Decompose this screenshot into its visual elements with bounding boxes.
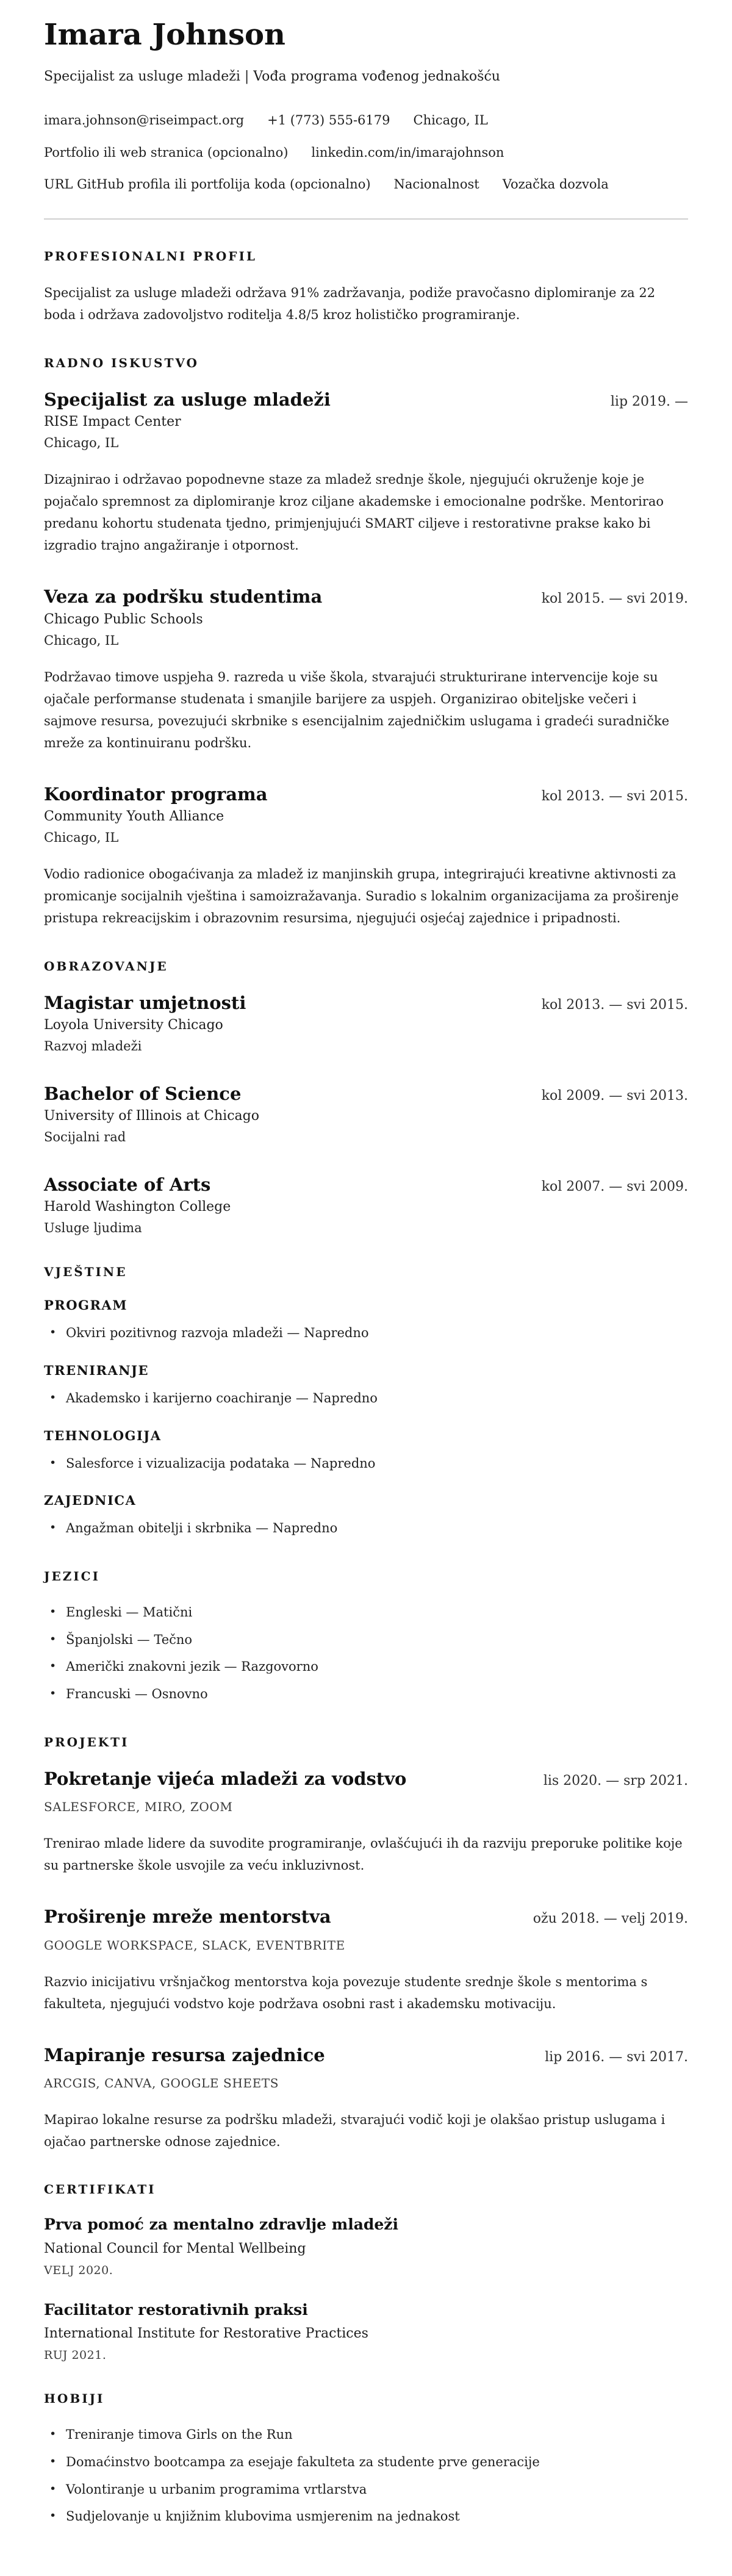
section-heading: VJEŠTINE — [44, 1265, 127, 1280]
certificate-entry — [44, 2300, 688, 2363]
degree-header — [44, 1083, 688, 1105]
section-heading: PROJEKTI — [44, 1734, 129, 1749]
skills-group — [44, 1493, 688, 1540]
job-location: Chicago, IL — [44, 830, 119, 845]
section-languages — [44, 1569, 688, 1706]
section-certificates — [44, 2182, 688, 2362]
degree-school: Harold Washington College — [44, 1199, 231, 1215]
language-item: • Američki znakovni jezik — Razgovorno — [44, 1656, 688, 1678]
education-entry — [44, 1174, 688, 1235]
skill-item: • Angažman obitelji i skrbnika — Napredno — [44, 1518, 688, 1540]
profile-summary: Specijalist za usluge mladeži održava 91% zadržavanja, podiže pravočasno diplomiranje za 22 boda i održava zadovoljstvo roditelja 4.8/5 kroz holističko programiranje. — [44, 285, 656, 323]
project-title: Mapiranje resursa zajednice — [44, 2044, 325, 2065]
section-heading: JEZICI — [44, 1569, 100, 1584]
certificate-date: RUJ 2021. — [44, 2348, 107, 2363]
skills-list — [44, 1453, 688, 1475]
project-title: Pokretanje vijeća mladeži za vodstvo — [44, 1768, 407, 1789]
certificate-date: VELJ 2020. — [44, 2263, 113, 2277]
project-tools: GOOGLE WORKSPACE, SLACK, EVENTBRITE — [44, 1937, 345, 1953]
degree-school: University of Illinois at Chicago — [44, 1108, 259, 1124]
skills-group — [44, 1297, 688, 1344]
section-education — [44, 959, 688, 1236]
resume-header — [44, 17, 688, 193]
job-dates: kol 2015. — svi 2019. — [541, 591, 688, 607]
skills-group-label: PROGRAM — [44, 1297, 127, 1313]
contact-github-label: URL GitHub profila ili portfolija koda (opcionalno) — [44, 177, 371, 192]
degree-dates: kol 2009. — svi 2013. — [541, 1088, 688, 1103]
skills-group — [44, 1363, 688, 1410]
project-description: Mapirao lokalne resurse za podršku mladeži, stvarajući vodič koji je olakšao pristup uslugama i ojačao partnerske odnose zajednice. — [44, 2112, 666, 2150]
project-title: Proširenje mreže mentorstva — [44, 1906, 331, 1928]
job-title: Specijalist za usluge mladeži — [44, 389, 331, 410]
degree-header — [44, 1174, 688, 1196]
education-entry — [44, 1083, 688, 1144]
language-item: • Engleski — Matični — [44, 1602, 688, 1624]
certificate-title: Facilitator restorativnih praksi — [44, 2300, 308, 2319]
skills-list — [44, 1518, 688, 1540]
skill-item: • Salesforce i vizualizacija podataka — Napredno — [44, 1453, 688, 1475]
skills-group-label: TEHNOLOGIJA — [44, 1427, 162, 1443]
section-skills — [44, 1265, 688, 1540]
person-headline: Specijalist za usluge mladeži | Vođa programa vođenog jednakošću — [44, 68, 500, 84]
contact-location: Chicago, IL — [413, 113, 488, 128]
project-entry — [44, 1906, 688, 2014]
project-dates: lis 2020. — srp 2021. — [543, 1773, 688, 1788]
job-company: RISE Impact Center — [44, 414, 181, 429]
certificate-title: Prva pomoć za mentalno zdravlje mladeži — [44, 2215, 398, 2234]
hobby-item: • Volontiranje u urbanim programima vrtlarstva — [44, 2479, 688, 2501]
certificate-issuer: National Council for Mental Wellbeing — [44, 2241, 306, 2256]
degree-dates: kol 2007. — svi 2009. — [541, 1179, 688, 1195]
experience-entry — [44, 586, 688, 754]
hobby-item: • Sudjelovanje u knjižnim klubovima usmjerenim na jednakost — [44, 2506, 688, 2528]
degree-title: Bachelor of Science — [44, 1083, 242, 1104]
skills-group-label: ZAJEDNICA — [44, 1493, 137, 1509]
skills-group-label: TRENIRANJE — [44, 1362, 149, 1378]
job-header — [44, 389, 688, 411]
hobby-item: • Treniranje timova Girls on the Run — [44, 2424, 688, 2446]
degree-header — [44, 992, 688, 1014]
project-header — [44, 2044, 688, 2066]
contact-phone: +1 (773) 555-6179 — [267, 113, 390, 128]
section-heading: PROFESIONALNI PROFIL — [44, 249, 257, 264]
degree-school: Loyola University Chicago — [44, 1017, 223, 1033]
contact-row-1 — [44, 112, 688, 129]
job-dates: kol 2013. — svi 2015. — [541, 788, 688, 804]
degree-field: Razvoj mladeži — [44, 1038, 142, 1053]
contact-linkedin: linkedin.com/in/imarajohnson — [311, 145, 504, 160]
skills-list — [44, 1322, 688, 1344]
education-entry — [44, 992, 688, 1053]
job-dates: lip 2019. — — [610, 393, 688, 409]
section-projects — [44, 1735, 688, 2153]
project-description: Trenirao mlade lidere da suvodite programiranje, ovlašćujući ih da razviju preporuke politike koje su partnerske škole usvojile za veću inkluzivnost. — [44, 1836, 683, 1873]
project-description: Razvio inicijativu vršnjačkog mentorstva koja povezuje studente srednje škole s mentorima s fakulteta, njegujući vodstvo koje podržava osobni rast i akademsku motivaciju. — [44, 1974, 648, 2011]
hobbies-list — [44, 2424, 688, 2528]
job-header — [44, 783, 688, 805]
skill-item: • Okviri pozitivnog razvoja mladeži — Napredno — [44, 1322, 688, 1344]
section-experience — [44, 356, 688, 930]
skills-list — [44, 1388, 688, 1410]
header-divider — [44, 218, 688, 220]
language-item: • Francuski — Osnovno — [44, 1684, 688, 1706]
section-heading: HOBIJI — [44, 2391, 105, 2406]
degree-field: Socijalni rad — [44, 1130, 126, 1145]
language-item: • Španjolski — Tečno — [44, 1629, 688, 1651]
job-company: Community Youth Alliance — [44, 809, 224, 825]
job-description: Vodio radionice obogaćivanja za mladež iz manjinskih grupa, integrirajući kreativne aktivnosti za promicanje socijalnih vještina i samoizražavanja. Suradio s lokalnim organizacijama za proširenje pristupa rekreacijskim i obrazovnim resursima, njegujući osjećaj zajednice i pripadnosti. — [44, 867, 679, 926]
skills-group — [44, 1428, 688, 1475]
project-entry — [44, 1768, 688, 1876]
contact-email: imara.johnson@riseimpact.org — [44, 113, 245, 128]
section-heading: CERTIFIKATI — [44, 2182, 156, 2197]
project-dates: ožu 2018. — velj 2019. — [533, 1911, 688, 1927]
contact-row-2 — [44, 144, 688, 161]
section-heading: RADNO ISKUSTVO — [44, 355, 199, 370]
contact-portfolio-label: Portfolio ili web stranica (opcionalno) — [44, 145, 289, 160]
project-dates: lip 2016. — svi 2017. — [545, 2049, 688, 2065]
section-heading: OBRAZOVANJE — [44, 958, 168, 974]
job-location: Chicago, IL — [44, 435, 119, 450]
person-name: Imara Johnson — [44, 18, 285, 52]
section-profile — [44, 249, 688, 326]
languages-list — [44, 1602, 688, 1706]
contact-driving-license-label: Vozačka dozvola — [502, 177, 609, 192]
job-location: Chicago, IL — [44, 633, 119, 648]
experience-entry — [44, 783, 688, 930]
job-description: Podržavao timove uspjeha 9. razreda u više škola, stvarajući strukturirane intervencije koje su ojačale performanse studenata i smanjile barijere za uspjeh. Organizirao obiteljske večeri i sajmove resursa, povezujući skrbnike s esencijalnim zajedničkim uslugama i gradeći suradničke mreže za kontinuiranu podršku. — [44, 669, 670, 750]
project-entry — [44, 2044, 688, 2153]
job-company: Chicago Public Schools — [44, 611, 203, 627]
project-tools: ARCGIS, CANVA, GOOGLE SHEETS — [44, 2075, 279, 2090]
contact-nationality-label: Nacionalnost — [393, 177, 479, 192]
job-description: Dizajnirao i održavao popodnevne staze za mladež srednje škole, njegujući okruženje koje je pojačalo spremnost za diplomiranje kroz ciljane akademske i emocionalne podrške. Mentorirao predanu kohortu studenata tjedno, primjenjujući SMART ciljeve i restorativne prakse kako bi izgradio trajno angažiranje i otpornost. — [44, 472, 664, 553]
experience-entry — [44, 389, 688, 557]
job-title: Veza za podršku studentima — [44, 586, 323, 608]
skill-item: • Akademsko i karijerno coachiranje — Napredno — [44, 1388, 688, 1410]
section-hobbies — [44, 2391, 688, 2528]
contact-row-3 — [44, 176, 688, 193]
job-title: Koordinator programa — [44, 783, 268, 805]
job-header — [44, 586, 688, 608]
project-header — [44, 1768, 688, 1790]
project-header — [44, 1906, 688, 1928]
hobby-item: • Domaćinstvo bootcampa za esejaje fakulteta za studente prve generacije — [44, 2452, 688, 2474]
certificate-entry — [44, 2215, 688, 2277]
degree-field: Usluge ljudima — [44, 1221, 142, 1236]
certificate-issuer: International Institute for Restorative Practices — [44, 2326, 368, 2342]
project-tools: SALESFORCE, MIRO, ZOOM — [44, 1799, 233, 1815]
degree-title: Associate of Arts — [44, 1174, 211, 1196]
degree-dates: kol 2013. — svi 2015. — [541, 997, 688, 1013]
degree-title: Magistar umjetnosti — [44, 992, 246, 1013]
